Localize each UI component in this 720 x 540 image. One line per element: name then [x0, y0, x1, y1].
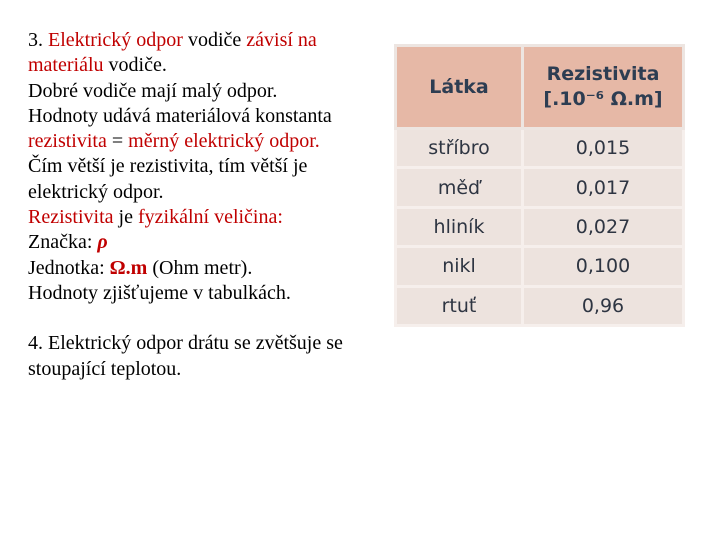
term-resistivity-2: Rezistivita — [28, 206, 114, 229]
p3-end: vodiče. — [103, 54, 167, 77]
table-row — [396, 286, 684, 325]
paragraph-4: 4. Elektrický odpor drátu se zvětšuje se stoupající teplotou. — [28, 332, 343, 380]
text-column — [28, 28, 388, 382]
more-resistivity-line: Čím větší je rezistivita, tím větší je elektrický odpor. — [28, 155, 308, 203]
table-row — [396, 247, 684, 286]
values-text: Hodnoty udává materiálová konstanta — [28, 104, 332, 127]
material-name: stříbro — [396, 129, 523, 168]
term-specific-resistance: měrný elektrický odpor. — [128, 130, 320, 153]
table-row — [396, 168, 684, 207]
table-row — [396, 207, 684, 246]
resistivity-value: 0,100 — [523, 247, 684, 286]
material-name: rtuť — [396, 286, 523, 325]
quantity-line — [28, 205, 388, 230]
resistivity-table-photo — [394, 44, 685, 327]
symbol-value: ρ — [97, 231, 108, 254]
symbol-label: Značka: — [28, 231, 98, 254]
tables-note-line: Hodnoty zjišťujeme v tabulkách. — [28, 281, 291, 304]
unit-label: Jednotka: — [28, 256, 110, 279]
header-resistivity-unit: [.10⁻⁶ Ω.m] — [543, 88, 663, 110]
p3-number: 3. — [28, 29, 48, 51]
header-resistivity-title: Rezistivita — [546, 63, 660, 85]
material-name: hliník — [396, 207, 523, 246]
p3-text: vodiče — [182, 29, 247, 51]
paragraph-gap — [28, 306, 388, 331]
unit-line — [28, 256, 388, 281]
symbol-line — [28, 230, 388, 255]
resistivity-value: 0,96 — [523, 286, 684, 325]
resistivity-value: 0,027 — [523, 207, 684, 246]
table-header-row — [396, 46, 684, 129]
resistivity-table — [394, 44, 685, 327]
unit-note: (Ohm metr). — [147, 256, 253, 279]
quantity-text: je — [113, 206, 138, 229]
unit-value: Ω.m — [109, 256, 148, 279]
term-physical-quantity: fyzikální veličina: — [137, 206, 283, 229]
resistivity-value: 0,015 — [523, 129, 684, 168]
values-line — [28, 104, 388, 155]
paragraph-3 — [28, 28, 388, 79]
equals-sign: = — [106, 130, 129, 153]
material-name: nikl — [396, 247, 523, 286]
term-depends-on-material: závisí na materiálu — [28, 29, 317, 77]
material-name: měď — [396, 168, 523, 207]
header-material: Látka — [396, 46, 523, 129]
term-resistivity: rezistivita — [28, 130, 107, 153]
header-resistivity — [523, 46, 684, 129]
term-electric-resistance: Elektrický odpor — [48, 29, 183, 51]
good-conductors-line: Dobré vodiče mají malý odpor. — [28, 79, 278, 102]
resistivity-value: 0,017 — [523, 168, 684, 207]
table-row — [396, 129, 684, 168]
